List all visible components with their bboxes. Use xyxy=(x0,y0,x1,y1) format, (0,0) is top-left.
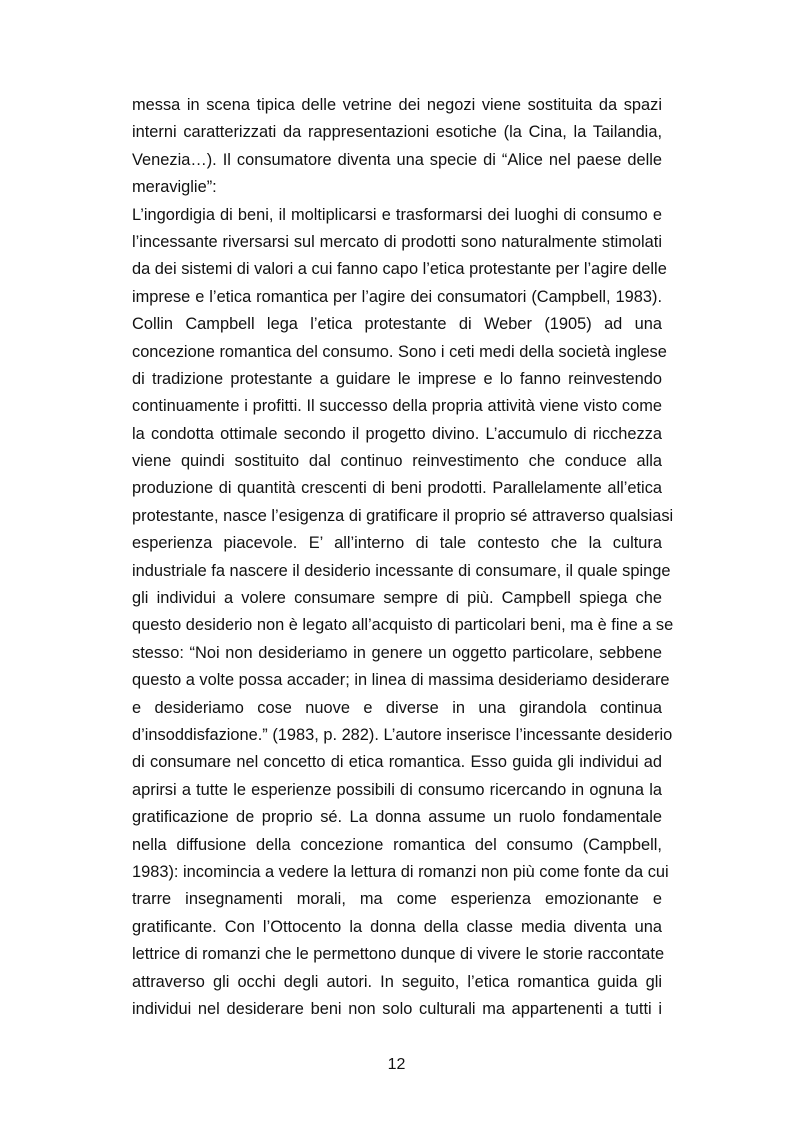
text-line: e desideriamo cose nuove e diverse in una girandola continua xyxy=(132,698,662,717)
text-line: di tradizione protestante a guidare le imprese e lo fanno reinvestendo xyxy=(132,369,662,388)
text-line: industriale fa nascere il desiderio incessante di consumare, il quale spinge xyxy=(132,561,671,580)
text-line: gli individui a volere consumare sempre di più. Campbell spiega che xyxy=(132,589,662,608)
text-line xyxy=(132,1078,662,1105)
text-line: trarre insegnamenti morali, ma come esperienza emozionante e xyxy=(132,890,662,909)
text-line: concezione romantica del consumo. Sono i ceti medi della società inglese xyxy=(132,342,667,361)
text-line: lettrice di romanzi che le permettono dunque di vivere le storie raccontate xyxy=(132,945,665,964)
text-line: d’insoddisfazione.” (1983, p. 282). L’autore inserisce l’incessante desiderio xyxy=(132,725,673,744)
text-line: interni caratterizzati da rappresentazioni esotiche (la Cina, la Tailandia, xyxy=(132,123,662,142)
text-line: da dei sistemi di valori a cui fanno capo l’etica protestante per l’agire delle xyxy=(132,260,667,279)
text-line: protestante, nasce l’esigenza di gratificare il proprio sé attraverso qualsiasi xyxy=(132,506,674,525)
text-line xyxy=(132,1023,662,1050)
body-text xyxy=(132,92,674,1133)
text-line: gratificazione de proprio sé. La donna assume un ruolo fondamentale xyxy=(132,808,662,827)
text-line: Collin Campbell lega l’etica protestante di Weber (1905) ad una xyxy=(132,315,662,334)
text-line: questo a volte possa accader; in linea di massima desideriamo desiderare xyxy=(132,671,670,690)
text-line: messa in scena tipica delle vetrine dei negozi viene sostituita da spazi xyxy=(132,96,662,114)
text-line: la condotta ottimale secondo il progetto divino. L’accumulo di ricchezza xyxy=(132,424,662,443)
text-line: nella diffusione della concezione romantica del consumo (Campbell, xyxy=(132,835,662,854)
text-line: stesso: “Noi non desideriamo in genere un oggetto particolare, sebbene xyxy=(132,643,662,662)
text-line: questo desiderio non è legato all’acquisto di particolari beni, ma è fine a se xyxy=(132,616,674,635)
text-line: l’incessante riversarsi sul mercato di prodotti sono naturalmente stimolati xyxy=(132,232,662,251)
text-line: esperienza piacevole. E’ all’interno di tale contesto che la cultura xyxy=(132,534,662,553)
text-line: aprirsi a tutte le esperienze possibili di consumo ricercando in ognuna la xyxy=(132,780,662,799)
text-line: attraverso gli occhi degli autori. In seguito, l’etica romantica guida gli xyxy=(132,972,662,991)
text-line: di consumare nel concetto di etica romantica. Esso guida gli individui ad xyxy=(132,753,662,772)
text-line: 1983): incomincia a vedere la lettura di romanzi non più come fonte da cui xyxy=(132,862,669,881)
text-line: individui nel desiderare beni non solo culturali ma appartenenti a tutti i xyxy=(132,999,662,1018)
text-line: Venezia…). Il consumatore diventa una specie di “Alice nel paese delle xyxy=(132,150,662,169)
text-line: imprese e l’etica romantica per l’agire dei consumatori (Campbell, 1983). xyxy=(132,287,662,306)
text-line xyxy=(132,1105,662,1132)
text-line: L’ingordigia di beni, il moltiplicarsi e trasformarsi dei luoghi di consumo e xyxy=(132,205,662,224)
text-line: meraviglie”: xyxy=(132,178,217,197)
page-number: 12 xyxy=(387,1056,406,1073)
text-line: produzione di quantità crescenti di beni prodotti. Parallelamente all’etica xyxy=(132,479,662,498)
text-line: gratificante. Con l’Ottocento la donna della classe media diventa una xyxy=(132,917,662,936)
text-line: continuamente i profitti. Il successo della propria attività viene visto come xyxy=(132,397,662,416)
text-line: viene quindi sostituito dal continuo reinvestimento che conduce alla xyxy=(132,452,662,471)
